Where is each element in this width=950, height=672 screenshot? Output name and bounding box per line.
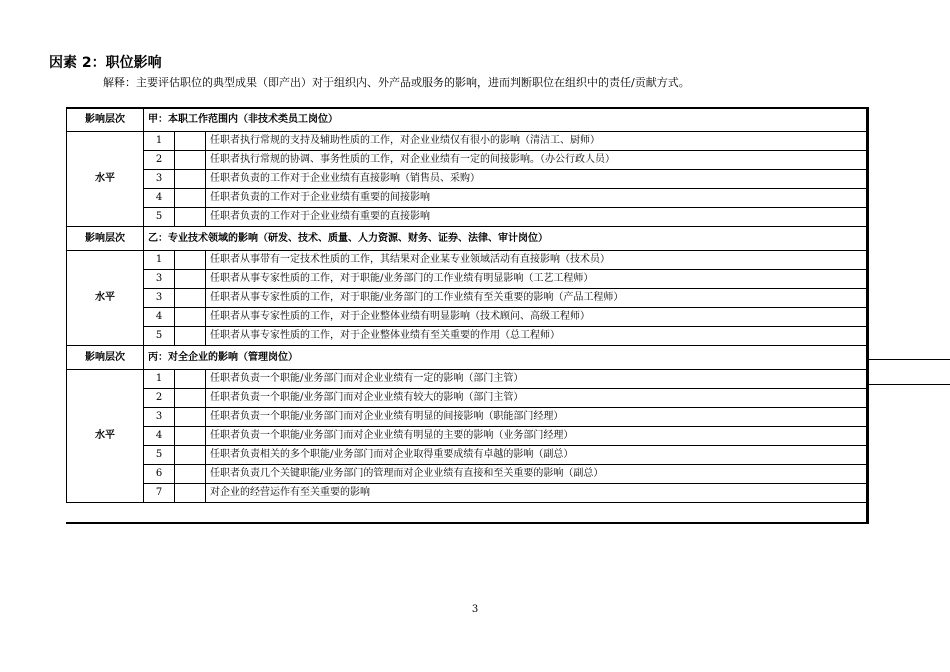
level-description: 任职者负责一个职能/业务部门而对企业业绩有明显的主要的影响（业务部门经理） [206, 427, 868, 446]
blank-cell [175, 408, 206, 427]
level-description: 对企业的经营运作有至关重要的影响 [206, 484, 868, 503]
blank-cell [175, 270, 206, 289]
table-row [67, 308, 868, 327]
table-row [67, 151, 868, 170]
section-title: 乙：专业技术领域的影响（研发、技术、质量、人力资源、财务、证券、法律、审计岗位） [144, 227, 868, 251]
level-description: 任职者从事专家性质的工作，对于职能/业务部门的工作业绩有明显影响（工艺工程师） [206, 270, 868, 289]
impact-table [66, 107, 868, 522]
header-label: 影响层次 [67, 108, 144, 132]
level-number: 4 [144, 308, 175, 327]
table-row [67, 208, 868, 227]
level-number: 5 [144, 446, 175, 465]
level-description: 任职者执行常规的协调、事务性质的工作，对企业业绩有一定的间接影响。（办公行政人员） [206, 151, 868, 170]
table-row [67, 408, 868, 427]
level-number: 4 [144, 189, 175, 208]
section-header-row [67, 346, 868, 370]
section-title: 丙：对全企业的影响（管理岗位） [144, 346, 868, 370]
level-description: 任职者负责一个职能/业务部门而对企业业绩有明显的间接影响（职能部门经理） [206, 408, 868, 427]
level-description: 任职者从事带有一定技术性质的工作，其结果对企业某专业领域活动有直接影响（技术员） [206, 251, 868, 270]
level-description: 任职者负责的工作对于企业业绩有重要的间接影响 [206, 189, 868, 208]
level-number: 4 [144, 427, 175, 446]
level-description: 任职者从事专家性质的工作，对于企业整体业绩有至关重要的作用（总工程师） [206, 327, 868, 346]
page-number: 3 [471, 604, 479, 615]
level-number: 7 [144, 484, 175, 503]
blank-cell [175, 208, 206, 227]
section-header-row [67, 227, 868, 251]
level-description: 任职者执行常规的支持及辅助性质的工作，对企业业绩仅有很小的影响（清洁工、厨师） [206, 132, 868, 151]
blank-cell [175, 170, 206, 189]
blank-cell [175, 251, 206, 270]
level-description: 任职者负责一个职能/业务部门而对企业业绩有一定的影响（部门主管） [206, 370, 868, 389]
level-description: 任职者负责相关的多个职能/业务部门而对企业取得重要成绩有卓越的影响（副总） [206, 446, 868, 465]
blank-cell [175, 132, 206, 151]
page-title: 因素 2：职位影响 [49, 55, 162, 71]
level-number: 3 [144, 408, 175, 427]
blank-cell [175, 484, 206, 503]
section-title: 甲：本职工作范围内（非技术类员工岗位） [144, 108, 868, 132]
table-row [67, 251, 868, 270]
level-description: 任职者负责几个关键职能/业务部门的管理而对企业业绩有直接和至关重要的影响（副总） [206, 465, 868, 484]
table-row [67, 189, 868, 208]
table-row [67, 370, 868, 389]
table-row [67, 446, 868, 465]
level-description: 任职者从事专家性质的工作，对于企业整体业绩有明显影响（技术顾问、高级工程师） [206, 308, 868, 327]
table-row [67, 484, 868, 503]
level-label: 水平 [67, 251, 144, 346]
level-description: 任职者负责的工作对于企业业绩有直接影响（销售员、采购） [206, 170, 868, 189]
table-row [67, 427, 868, 446]
level-label: 水平 [67, 132, 144, 227]
table-extension-box [866, 359, 950, 385]
level-number: 5 [144, 208, 175, 227]
blank-cell [175, 465, 206, 484]
table-row [67, 327, 868, 346]
level-number: 1 [144, 132, 175, 151]
table-row [67, 270, 868, 289]
blank-cell [175, 370, 206, 389]
level-description: 任职者负责一个职能/业务部门而对企业业绩有较大的影响（部门主管） [206, 389, 868, 408]
section-header-row [67, 108, 868, 132]
table-row [67, 465, 868, 484]
level-description: 任职者从事专家性质的工作，对于职能/业务部门的工作业绩有至关重要的影响（产品工程师） [206, 289, 868, 308]
blank-cell [175, 308, 206, 327]
blank-cell [175, 446, 206, 465]
explanation-text: 解释：主要评估职位的典型成果（即产出）对于组织内、外产品或服务的影响，进而判断职位在组织中的责任/贡献方式。 [103, 76, 690, 89]
blank-cell [175, 151, 206, 170]
table-row [67, 389, 868, 408]
level-number: 5 [144, 327, 175, 346]
level-label: 水平 [67, 370, 144, 503]
blank-cell [175, 389, 206, 408]
table-row [67, 289, 868, 308]
blank-cell [175, 327, 206, 346]
blank-cell [175, 189, 206, 208]
level-number: 6 [144, 465, 175, 484]
level-number: 2 [144, 389, 175, 408]
level-number: 3 [144, 270, 175, 289]
table-row [67, 132, 868, 151]
blank-cell [175, 289, 206, 308]
level-number: 3 [144, 170, 175, 189]
level-description: 任职者负责的工作对于企业业绩有重要的直接影响 [206, 208, 868, 227]
header-label: 影响层次 [67, 346, 144, 370]
blank-cell [175, 427, 206, 446]
level-number: 3 [144, 289, 175, 308]
level-number: 1 [144, 251, 175, 270]
table-row [67, 170, 868, 189]
level-number: 1 [144, 370, 175, 389]
header-label: 影响层次 [67, 227, 144, 251]
level-number: 2 [144, 151, 175, 170]
